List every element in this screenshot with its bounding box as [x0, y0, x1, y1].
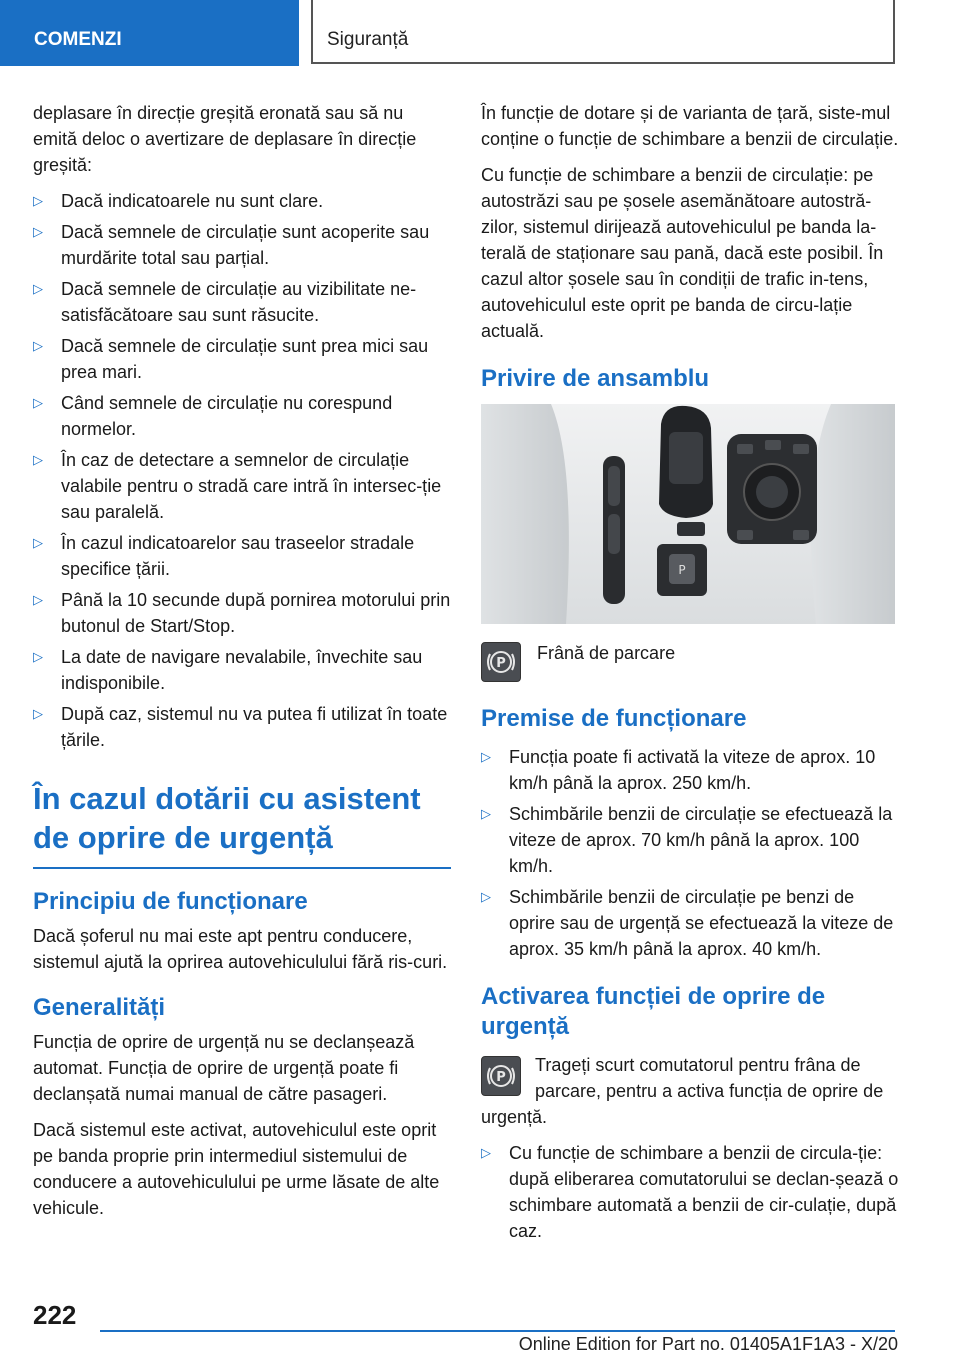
triangle-bullet-icon: ▷	[33, 592, 43, 607]
heading-principiu: Principiu de funcționare	[33, 888, 308, 915]
footer-divider	[100, 1330, 895, 1332]
parking-brake-icon	[481, 1056, 521, 1096]
paragraph-lane-change: Cu funcție de schimbare a benzii de circulație: pe autostrăzi sau pe șosele asemănătoare autostră-zilor, sistemul dirijează autovehiculul pe banda la-terală de staționare sau pană, dacă este posibil. În cazul altor șosele sau în condiții de trafic in-tens, autovehiculul este oprit pe banda de circu-lație actuală.	[481, 165, 884, 341]
triangle-bullet-icon: ▷	[33, 452, 43, 467]
list-item: ▷ După caz, sistemul nu va putea fi utilizat în toate țările.	[33, 701, 451, 753]
parking-brake-legend	[481, 640, 899, 684]
list-item: ▷ Când semnele de circulație nu corespund normelor.	[33, 390, 451, 442]
condition-list	[33, 188, 451, 753]
triangle-bullet-icon: ▷	[33, 338, 43, 353]
list-item: ▷ Funcția poate fi activată la viteze de aprox. 10 km/h până la aprox. 250 km/h.	[481, 744, 899, 796]
heading-activare: Activarea funcției de oprire de urgență	[481, 983, 826, 1040]
triangle-bullet-icon: ▷	[33, 224, 43, 239]
triangle-bullet-icon: ▷	[481, 1145, 491, 1160]
list-item: ▷ Schimbările benzii de circulație pe benzi de oprire sau de urgență se efectuează la viteze de aprox. 35 km/h până la aprox. 40 km/h.	[481, 884, 899, 962]
center-console-illustration	[481, 404, 895, 624]
intro-paragraph: deplasare în direcție greșită eronată sau să nu emită deloc o avertizare de deplasare în direcție greșită:	[33, 103, 417, 175]
triangle-bullet-icon: ▷	[33, 649, 43, 664]
triangle-bullet-icon: ▷	[33, 395, 43, 410]
heading-privire: Privire de ansamblu	[481, 365, 710, 392]
left-column	[33, 100, 451, 1231]
list-item: ▷ Până la 10 secunde după pornirea motorului prin butonul de Start/Stop.	[33, 587, 451, 639]
list-item: ▷ În caz de detectare a semnelor de circulație valabile pentru o stradă care intră în intersec-ție sau paralelă.	[33, 447, 451, 525]
svg-text:P: P	[496, 656, 506, 671]
center-console-photo	[481, 404, 895, 624]
triangle-bullet-icon: ▷	[481, 749, 491, 764]
triangle-bullet-icon: ▷	[481, 889, 491, 904]
heading-generalitati: Generalități	[33, 994, 166, 1021]
triangle-bullet-icon: ▷	[33, 281, 43, 296]
triangle-bullet-icon: ▷	[33, 535, 43, 550]
list-item: ▷ Dacă semnele de circulație sunt prea mici sau prea mari.	[33, 333, 451, 385]
list-item: ▷ La date de navigare nevalabile, învechite sau indisponibile.	[33, 644, 451, 696]
paragraph-generalitati-1: Funcția de oprire de urgență nu se declanșează automat. Funcția de oprire de urgență poate fi declanșată numai manual de către pasageri.	[33, 1032, 415, 1104]
list-item: ▷ Dacă semnele de circulație au vizibilitate ne-satisfăcătoare sau sunt răsucite.	[33, 276, 451, 328]
right-column	[481, 100, 899, 1252]
parking-brake-icon	[481, 642, 521, 682]
paragraph-activare	[481, 1052, 899, 1130]
edition-note[interactable]: Online Edition for Part no. 01405A1F1A3 - X/20	[518, 1334, 898, 1354]
activation-instruction: Trageți scurt comutatorul pentru frâna de parcare, pentru a activa funcția de oprire de urgență.	[481, 1055, 884, 1127]
paragraph-principiu: Dacă șoferul nu mai este apt pentru conducere, sistemul ajută la oprirea autovehiculului fără ris-curi.	[33, 926, 448, 972]
paragraph-generalitati-2: Dacă sistemul este activat, autovehiculul este oprit pe banda proprie prin intermediul sistemului de conducere a autovehiculului pe urme lăsate de alte vehicule.	[33, 1120, 440, 1218]
svg-text:P: P	[496, 1070, 506, 1085]
chapter-tab[interactable]: COMENZI	[0, 0, 299, 66]
triangle-bullet-icon: ▷	[33, 193, 43, 208]
parking-brake-switch	[481, 1056, 519, 1094]
chapter-heading: În cazul dotării cu asistent de oprire de urgență	[33, 779, 451, 869]
premise-list	[481, 744, 899, 962]
list-item: ▷ Schimbările benzii de circulație se efectuează la viteze de aprox. 70 km/h până la aprox. 100 km/h.	[481, 801, 899, 879]
section-tab[interactable]: Siguranță	[311, 0, 895, 64]
list-item: ▷ În cazul indicatoarelor sau traseelor stradale specifice țării.	[33, 530, 451, 582]
paragraph-variant: În funcție de dotare și de varianta de țară, siste-mul conține o funcție de schimbare a benzii de circulație.	[481, 103, 899, 149]
list-item: ▷ Cu funcție de schimbare a benzii de circula-ție: după eliberarea comutatorului se declan-șează o schimbare automată a benzii de cir-culație, după caz.	[481, 1140, 899, 1244]
list-item: ▷ Dacă indicatoarele nu sunt clare.	[33, 188, 451, 214]
list-item: ▷ Dacă semnele de circulație sunt acoperite sau murdărite total sau parțial.	[33, 219, 451, 271]
heading-premise: Premise de funcționare	[481, 705, 747, 732]
svg-text:P: P	[678, 563, 686, 577]
page-number: 222	[33, 1300, 77, 1330]
triangle-bullet-icon: ▷	[33, 706, 43, 721]
triangle-bullet-icon: ▷	[481, 806, 491, 821]
page-header	[0, 0, 960, 66]
activare-list	[481, 1140, 899, 1244]
parking-brake-caption: Frână de parcare	[537, 643, 676, 663]
